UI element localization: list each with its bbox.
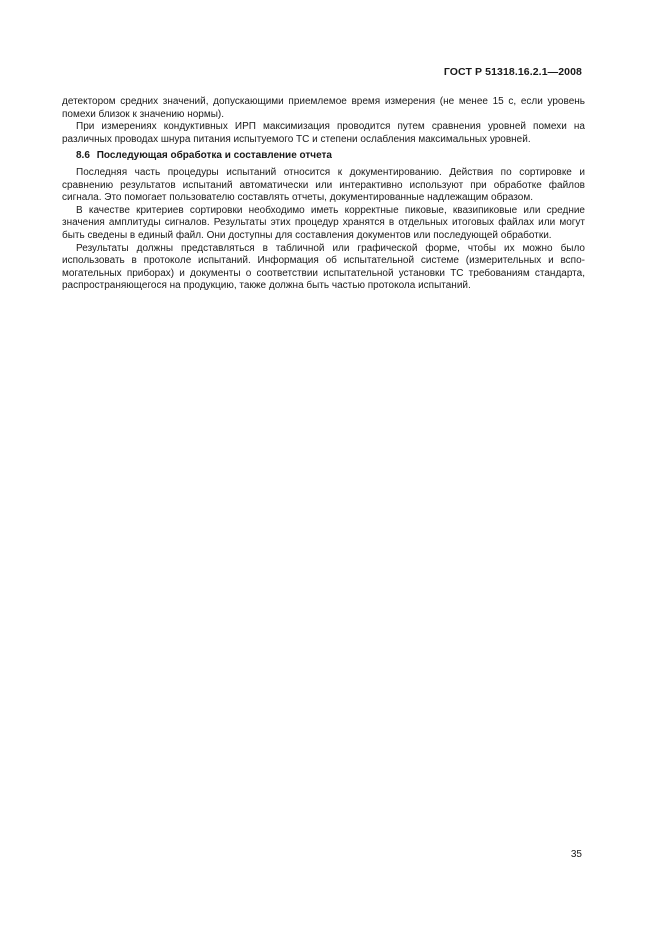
- paragraph-continuation: детектором средних значений, допускающими приемлемое время измерения (не менее 15 с, если уровень помехи близок к значению нормы).: [62, 96, 585, 120]
- paragraph-conductive-maximization: При измерениях кондуктивных ИРП максимизация проводится путем сравнения уровней помехи на различных проводах шнура питания испытуемого ТС и степени ослабления максимальных уровней.: [62, 121, 585, 145]
- standard-designation: ГОСТ Р 51318.16.2.1—2008: [443, 66, 582, 78]
- section-number: 8.6: [76, 150, 90, 162]
- document-body: [62, 96, 585, 293]
- section-title: Последующая обработка и составление отчета: [96, 150, 332, 162]
- paragraph-results-presentation: Результаты должны представляться в табличной или графической форме, чтобы их можно было использовать в протоколе испытаний. Информация об испытательной системе (измерительных и вспомогательных приборах) и документы о соответствии испытательной установки ТС требованиям стандарта, распространяющегося на продукцию, также должна быть частью протокола испытаний.: [62, 242, 585, 292]
- paragraph-sorting-criteria: В качестве критериев сортировки необходимо иметь корректные пиковые, квазипиковые или средние значения амплитуды сигналов. Результаты этих процедур хранятся в отдельных итоговых файлах или могут быть сведены в единый файл. Они доступны для составления документов или последующей обработки.: [62, 204, 585, 241]
- section-heading: [62, 150, 585, 163]
- page-number: 35: [570, 849, 582, 860]
- paragraph-documentation: Последняя часть процедуры испытаний относится к документированию. Действия по сортировке и сравнению результатов испытаний автоматически или интерактивно используют при обработке файлов сигнала. Это помогает пользователю составлять отчеты, документированные надлежащим образом.: [62, 166, 585, 204]
